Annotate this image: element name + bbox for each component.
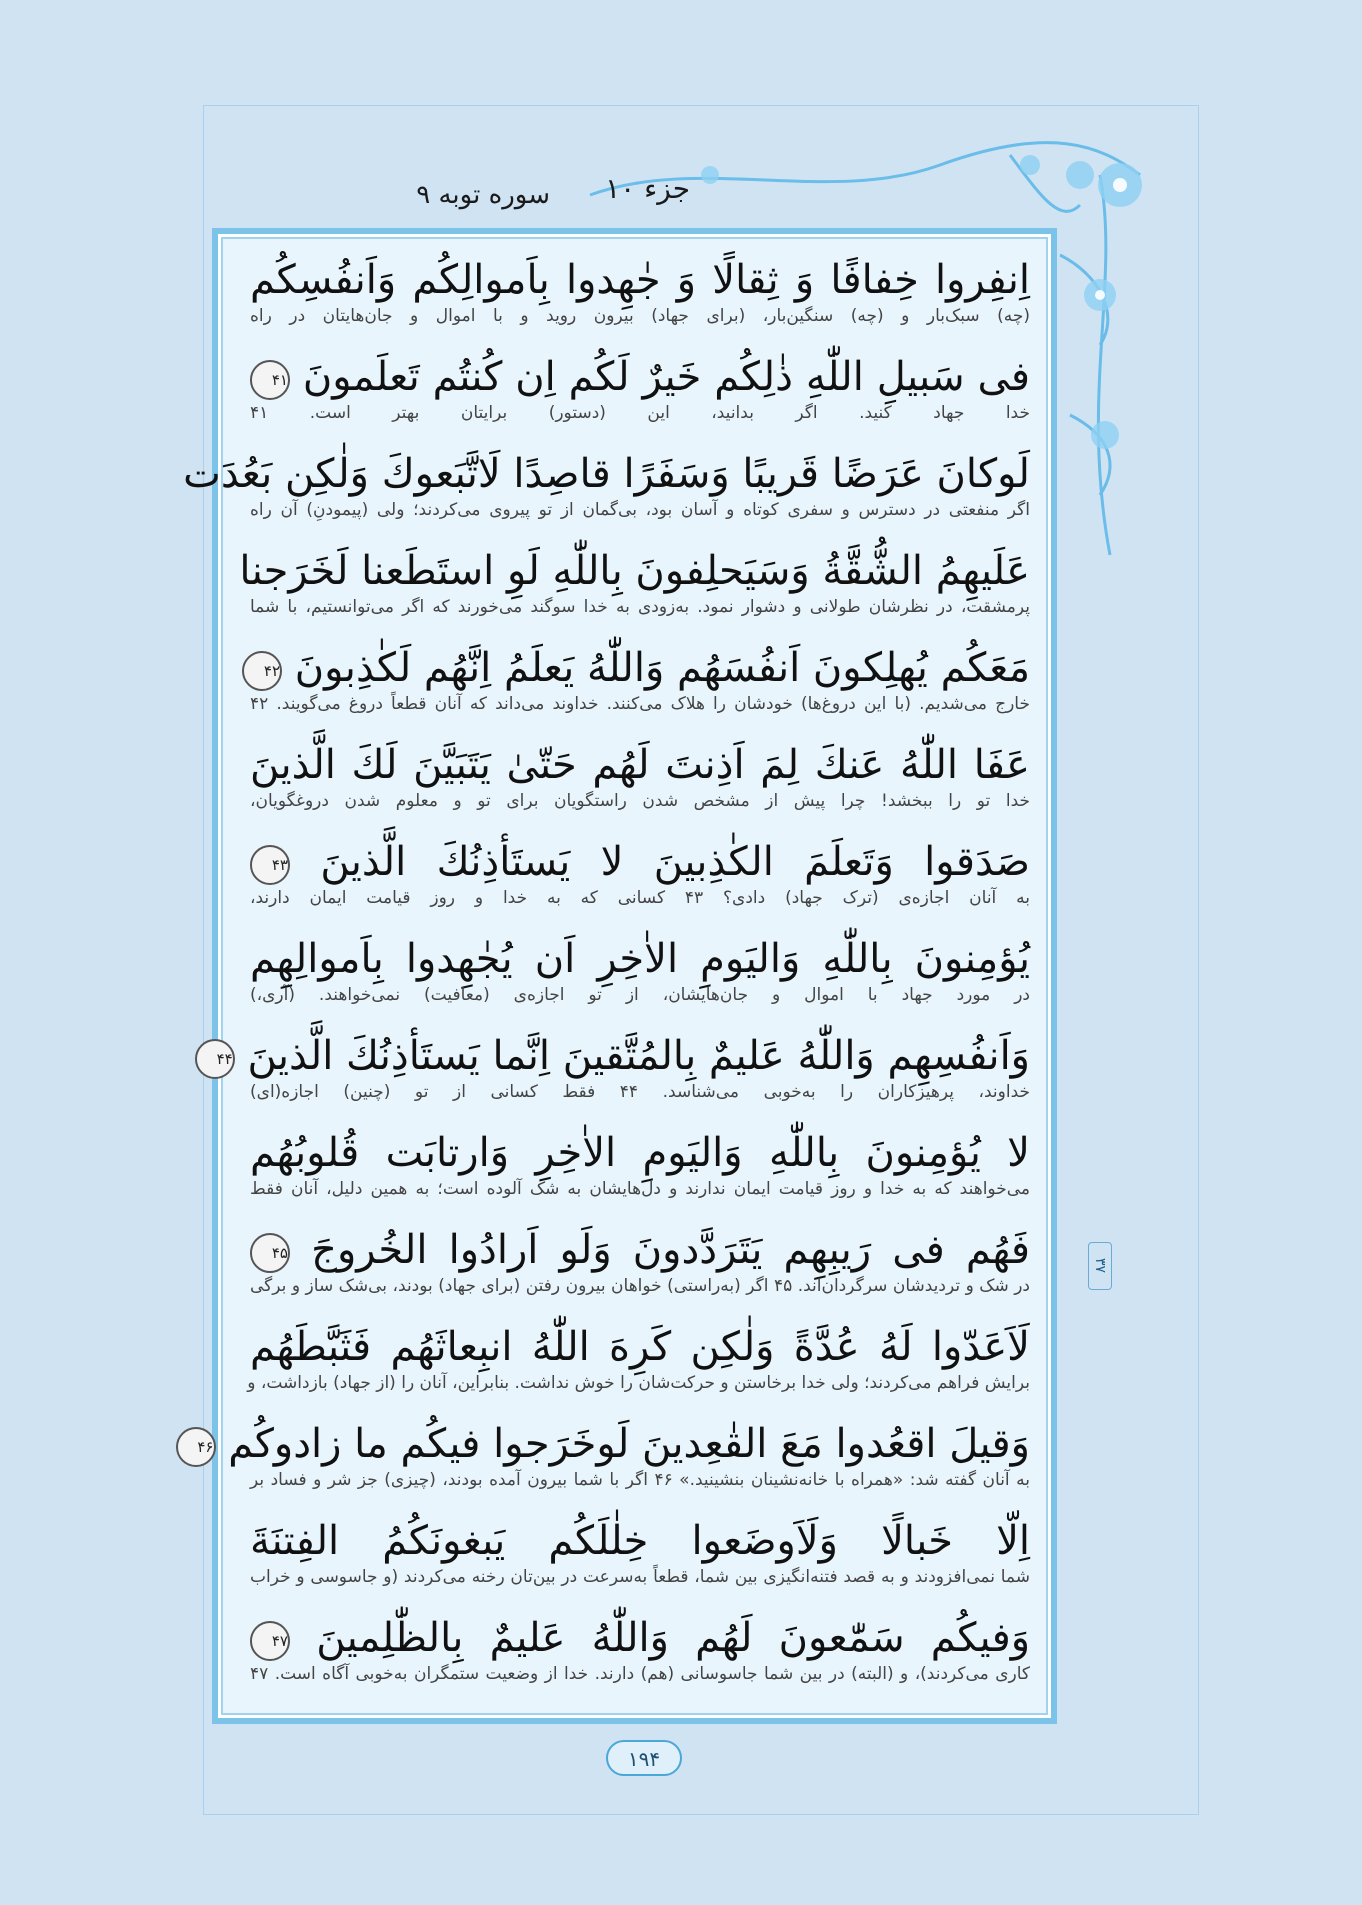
translation-line — [250, 1081, 1030, 1128]
verse-text: عَفَا اللّٰهُ عَنكَ لِمَ اَذِنتَ لَهُم حَتّىٰ يَتَبَيَّنَ لَكَ الَّذينَ — [250, 742, 1030, 788]
translation-text: شما نمی‌افزودند و به قصد فتنه‌انگیزی بین شما، قطعاً به‌سرعت در بین‌تان رخنه می‌کردند (و جاسوسی و خراب — [250, 1567, 1030, 1587]
translation-text: کاری می‌کردند)، و (البته) در بین شما جاسوسانی (هم) دارند. خدا از وضعیت ستمگران به‌خوبی آگاه است. ۴۷ — [250, 1664, 1030, 1684]
juz-label: جزء ۱۰ — [605, 172, 690, 205]
verse-line — [216, 1031, 1030, 1081]
verse-line — [250, 643, 1030, 693]
translation-text: خدا جهاد کنید. اگر بدانید، این (دستور) برایتان بهتر است. ۴۱ — [250, 403, 1030, 423]
translation-line — [247, 1372, 1030, 1419]
translation-line — [250, 693, 1030, 740]
verse-line — [250, 934, 1030, 984]
verse-text: عَلَيهِمُ الشُّقَّةُ وَسَيَحلِفونَ بِاللّٰهِ لَوِ استَطَعنا لَخَرَجنا — [239, 548, 1030, 594]
verse-text: اِلّا خَبالًا وَلَاَوضَعوا خِلٰلَكُم يَبغونَكُمُ الفِتنَةَ — [250, 1518, 1030, 1564]
translation-text: می‌خواهند که به خدا و روز قیامت ایمان ندارند و دل‌هایشان به شک آلوده است؛ به همین دلیل، آنان فقط — [250, 1179, 1030, 1199]
verse-line — [250, 255, 1030, 305]
translation-text: به آنان اجازه‌ی (ترک جهاد) دادی؟ ۴۳ کسانی که به خدا و روز قیامت ایمان دارند، — [250, 888, 1030, 908]
verse-text: وَفيكُم سَمّٰعونَ لَهُم وَاللّٰهُ عَليمٌ بِالظّٰلِمينَ — [316, 1615, 1031, 1661]
verse-number-icon: ۴۶ — [176, 1427, 216, 1467]
verse-line — [239, 546, 1030, 596]
verse-line — [250, 1516, 1030, 1566]
verse-text: وَاَنفُسِهِم وَاللّٰهُ عَليمٌ بِالمُتَّقينَ اِنَّما يَستَأذِنُكَ الَّذينَ — [247, 1033, 1030, 1079]
translation-text: (چه) سبک‌بار و (چه) سنگین‌بار، (برای جهاد) بیرون روید و با اموال و جان‌هایتان در راه — [250, 306, 1030, 326]
surah-label: سوره توبه ۹ — [416, 180, 550, 210]
translation-line — [250, 305, 1030, 352]
verse-number-icon: ۴۳ — [250, 845, 290, 885]
verse-text: لَوكانَ عَرَضًا قَريبًا وَسَفَرًا قاصِدًا لَاتَّبَعوكَ وَلٰكِن بَعُدَت — [183, 451, 1030, 497]
translation-line — [250, 984, 1030, 1031]
verse-number-icon: ۴۷ — [250, 1621, 290, 1661]
hizb-marker: ۳۷ — [1088, 1242, 1112, 1290]
verse-text: لَاَعَدّوا لَهُ عُدَّةً وَلٰكِن كَرِهَ اللّٰهُ انبِعاثَهُم فَثَبَّطَهُم — [250, 1324, 1030, 1370]
translation-line — [250, 790, 1030, 837]
verse-text: يُؤمِنونَ بِاللّٰهِ وَاليَومِ الاٰخِرِ اَن يُجٰهِدوا بِاَموالِهِم — [250, 936, 1030, 982]
verse-text: فى سَبيلِ اللّٰهِ ذٰلِكُم خَيرٌ لَكُم اِن كُنتُم تَعلَمونَ — [302, 354, 1030, 400]
verse-text: مَعَكُم يُهلِكونَ اَنفُسَهُم وَاللّٰهُ يَعلَمُ اِنَّهُم لَكٰذِبونَ — [294, 645, 1030, 691]
verse-line — [250, 1613, 1030, 1663]
page-header — [360, 172, 760, 222]
translation-text: اگر منفعتی در دسترس و سفری کوتاه و آسان بود، بی‌گمان از تو پیروی می‌کردند؛ ولی (پیمودنِ) آن راه — [250, 500, 1030, 520]
translation-text: خارج می‌شدیم. (با این دروغ‌ها) خودشان را هلاک می‌کنند. خداوند می‌داند که آنان قطعاً دروغ می‌گویند. ۴۲ — [250, 694, 1030, 714]
translation-text: خدا تو را ببخشد! چرا پیش از مشخص شدن راستگویان برای تو و معلوم شدن دروغگویان، — [250, 791, 1030, 811]
translation-text: به آنان گفته شد: «همراه با خانه‌نشینان بنشینید.» ۴۶ اگر با شما بیرون آمده بودند، (چیزی) جز شر و فساد بر — [250, 1470, 1030, 1490]
translation-line — [250, 1663, 1030, 1710]
verse-text: صَدَقوا وَتَعلَمَ الكٰذِبينَ لا يَستَأذِنُكَ الَّذينَ — [320, 839, 1030, 885]
verse-number-icon: ۴۱ — [250, 360, 290, 400]
translation-text: پرمشقت، در نظرشان طولانی و دشوار نمود. به‌زودی به خدا سوگند می‌خورند که اگر می‌توانستیم، با شما — [250, 597, 1030, 617]
translation-line — [250, 499, 1030, 546]
translation-line — [250, 596, 1030, 643]
translation-text: برایش فراهم می‌کردند؛ ولی خدا برخاستن و حرکت‌شان را خوش نداشت. بنابراین، آنان را (از جهاد) بازداشت، و — [247, 1373, 1030, 1393]
verse-line — [250, 837, 1030, 887]
verse-number-icon: ۴۴ — [195, 1039, 235, 1079]
translation-line — [250, 887, 1030, 934]
verse-number-icon: ۴۲ — [242, 651, 282, 691]
verse-line — [250, 1322, 1030, 1372]
verse-line — [250, 1225, 1030, 1275]
translation-line — [250, 1178, 1030, 1225]
translation-text: خداوند، پرهیزکاران را به‌خوبی می‌شناسد. ۴۴ فقط کسانی از تو (چنین) اجازه(ای) — [250, 1082, 1031, 1102]
verse-text: اِنفِروا خِفافًا وَ ثِقالًا وَ جٰهِدوا بِاَموالِكُم وَاَنفُسِكُم — [250, 257, 1030, 303]
page-number: ۱۹۴ — [606, 1740, 682, 1776]
verse-line — [250, 1128, 1030, 1178]
verse-text: فَهُم فى رَيبِهِم يَتَرَدَّدونَ وَلَو اَرادُوا الخُروجَ — [311, 1227, 1030, 1273]
translation-line — [250, 1566, 1030, 1613]
translation-line — [250, 1275, 1030, 1322]
translation-line — [250, 402, 1030, 449]
translation-text: در مورد جهاد با اموال و جان‌هایشان، از تو اجازه‌ی (معافیت) نمی‌خواهند. (آری،) — [250, 985, 1030, 1005]
translation-text: در شک و تردیدشان سرگردان‌اند. ۴۵ اگر (به‌راستی) خواهان بیرون رفتن (برای جهاد) بودند، بی‌شک ساز و برگی — [250, 1276, 1030, 1296]
verse-number-icon: ۴۵ — [250, 1233, 290, 1273]
verse-line — [250, 740, 1030, 790]
verse-text: وَقيلَ اقعُدوا مَعَ القٰعِدينَ لَوخَرَجوا فيكُم ما زادوكُم — [228, 1421, 1030, 1467]
verse-line — [183, 449, 1030, 499]
verse-text: لا يُؤمِنونَ بِاللّٰهِ وَاليَومِ الاٰخِرِ وَارتابَت قُلوبُهُم — [250, 1130, 1030, 1176]
verse-line — [250, 352, 1030, 402]
translation-line — [250, 1469, 1030, 1516]
verse-lines — [183, 255, 1031, 1710]
verse-line — [197, 1419, 1030, 1469]
